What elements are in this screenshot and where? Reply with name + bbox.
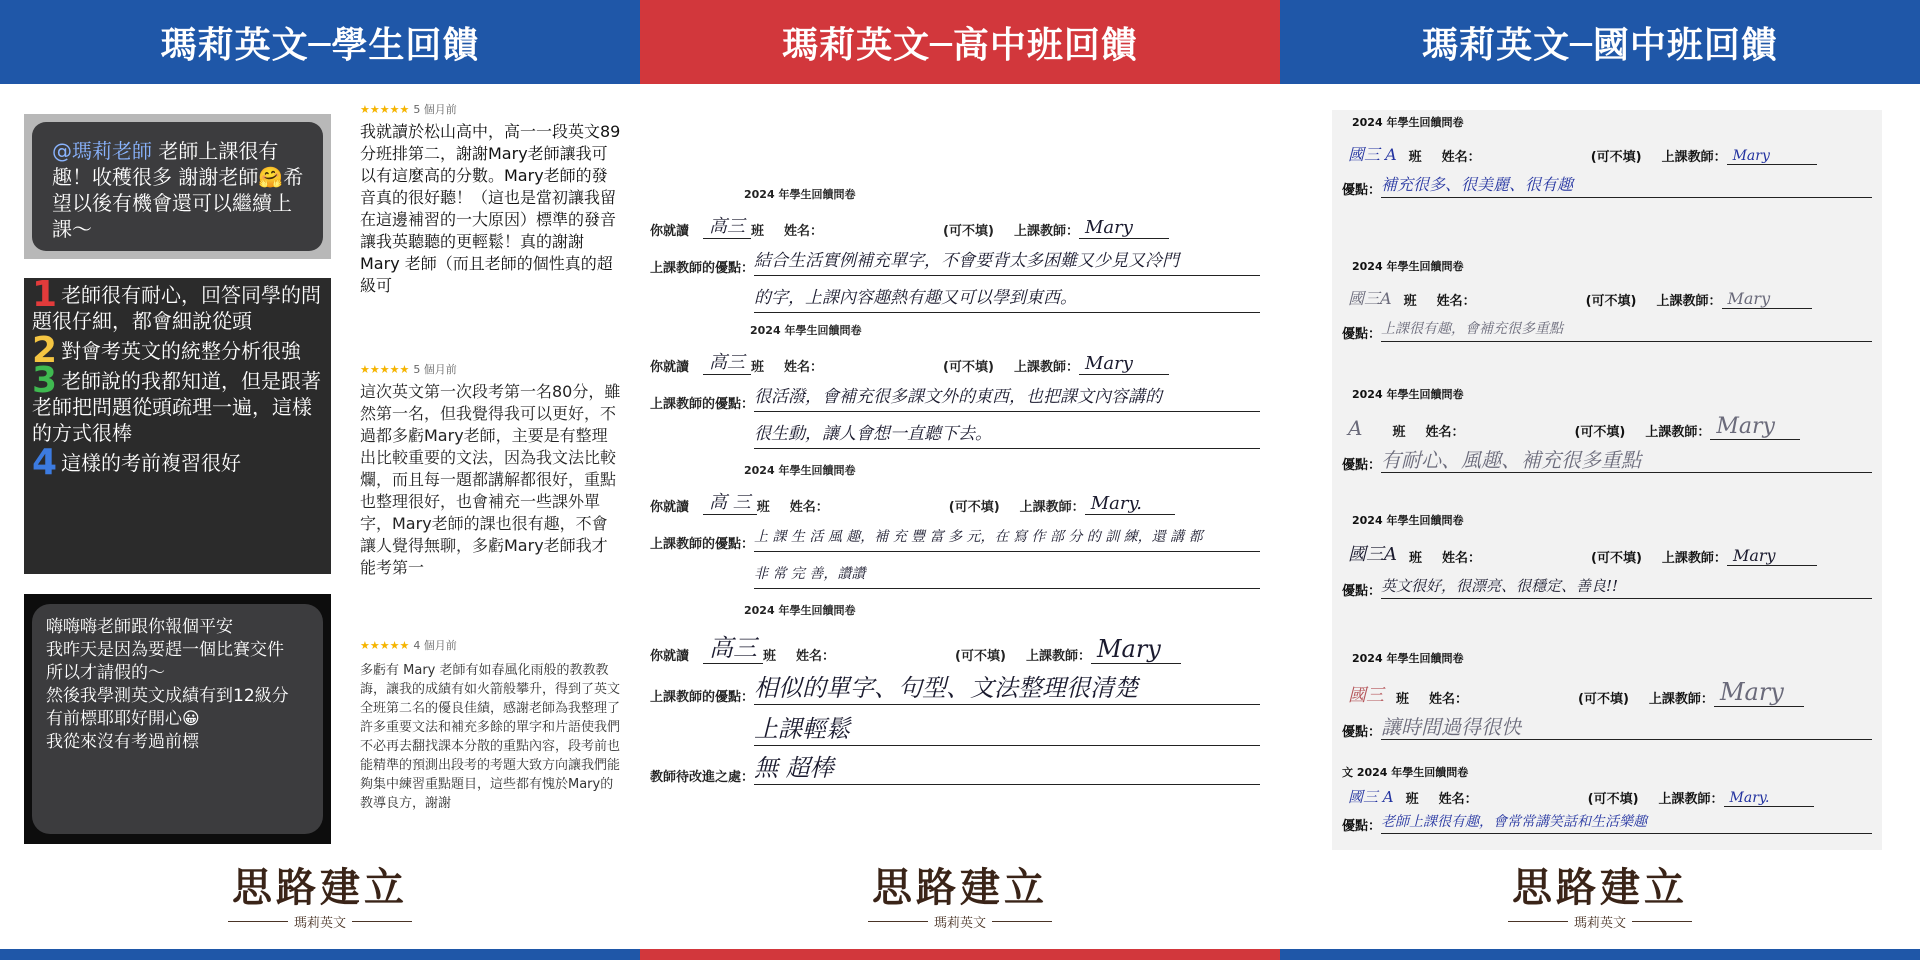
form-title: 文 2024 年學生回饋問卷 (1342, 766, 1469, 779)
panel-student-feedback (0, 0, 640, 960)
panel-high-school-feedback (640, 0, 1280, 960)
handwritten-answer: 結合生活實例補充單字，不會要背太多困難又少見又冷門 (754, 247, 1260, 276)
feedback-form (650, 322, 1260, 449)
handwritten-teacher: Mary (1079, 217, 1169, 239)
handwritten-teacher: Mary (1727, 546, 1817, 566)
form-label: 班 (751, 360, 765, 375)
handwritten-class: 高三 (703, 348, 751, 375)
form-label: 姓名： (1438, 792, 1478, 807)
logo-subtitle: 瑪莉英文 (293, 916, 346, 931)
handwritten-class: 國三 A (1348, 788, 1394, 806)
review-time: 5 個月前 (413, 103, 457, 116)
handwritten-class: 高 三 (703, 488, 757, 515)
form-label: 班 (1392, 425, 1406, 440)
form-label: 姓名： (1442, 551, 1482, 566)
form-label: 上課教師的優點： (650, 261, 755, 276)
brand-logo (1280, 866, 1920, 931)
form-label: 上課教師： (1661, 551, 1727, 566)
form-label: (可不填) (1574, 425, 1626, 440)
form-label: 班 (1408, 150, 1422, 165)
chat-line: 我從來沒有考過前標 (46, 732, 199, 752)
handwritten-answer: 很生動，讓人會想一直聽下去。 (754, 420, 1260, 449)
mention-text: @瑪莉老師 (52, 139, 152, 163)
form-title: 2024 年學生回饋問卷 (750, 324, 862, 337)
form-label: 優點： (1342, 458, 1382, 473)
feedback-form (650, 602, 1260, 793)
handwritten-teacher: Mary (1710, 414, 1800, 440)
handwritten-teacher: Mary (1714, 678, 1804, 707)
form-label: 上課教師： (1648, 692, 1714, 707)
form-label: 姓名： (1429, 692, 1469, 707)
form-label: 你就讀 (650, 649, 690, 664)
form-label: 上課教師： (1013, 360, 1079, 375)
form-title: 2024 年學生回饋問卷 (744, 188, 856, 201)
list-item (32, 330, 323, 371)
form-label: 班 (1409, 551, 1423, 566)
handwritten-answer: 很活潑，會補充很多課文外的東西，也把課文內容講的 (754, 383, 1260, 412)
form-label: 優點： (1342, 327, 1382, 342)
handwritten-class: 國三A (1348, 289, 1392, 308)
list-item-text: 老師說的我都知道，但是跟著老師把問題從頭疏理一遍，這樣的方式很棒 (32, 369, 322, 445)
form-label: 班 (1405, 792, 1419, 807)
chat-text: 老師上課很有趣！收穫很多 謝謝老師🤗希望以後有機會還可以繼續上課～ (52, 139, 304, 241)
handwritten-teacher: Mary (1727, 148, 1817, 165)
number-badge: 4 (32, 442, 58, 483)
form-title: 2024 年學生回饋問卷 (1352, 116, 1464, 129)
handwritten-answer: 無 超棒 (754, 752, 1260, 785)
bottom-stripe (1280, 949, 1920, 960)
form-label: 姓名： (784, 360, 824, 375)
form-label: 上課教師的優點： (650, 537, 755, 552)
panel-title: 瑪莉英文─國中班回饋 (1280, 0, 1920, 84)
form-label: (可不填) (948, 500, 1000, 515)
form-title: 2024 年學生回饋問卷 (1352, 514, 1464, 527)
review-text: 這次英文第一次段考第一名80分，雖然第一名，但我覺得我可以更好，不過都多虧Mary老師，主要是有整理出比較重要的文法，因為我文法比較爛，而且每一題都講解都很好，重點也整理很好，也會補充一些課外單字，Mary老師的課也很有趣，不會讓人覺得無聊，多虧Mary老師我才能考第一 (360, 382, 621, 577)
google-review (360, 98, 622, 297)
google-review (360, 358, 622, 579)
form-label: 優點： (1342, 584, 1382, 599)
bottom-stripe (640, 949, 1280, 960)
logo-title: 思路建立 (872, 864, 1048, 911)
logo-subtitle: 瑪莉英文 (933, 916, 986, 931)
list-item-text: 老師很有耐心，回答同學的問題很仔細，都會細說從頭 (32, 283, 322, 333)
form-label: 優點： (1342, 725, 1382, 740)
number-badge: 2 (32, 330, 58, 371)
form-label: (可不填) (1585, 294, 1637, 309)
handwritten-answer: 上課很有趣，會補充很多重點 (1381, 317, 1872, 342)
number-badge: 1 (32, 274, 58, 315)
handwritten-class: 高三 (703, 212, 751, 239)
logo-title: 思路建立 (232, 864, 408, 911)
handwritten-teacher: Mary. (1085, 493, 1175, 515)
chat-bubble (32, 604, 323, 834)
form-title: 2024 年學生回饋問卷 (1352, 260, 1464, 273)
form-label: 上課教師： (1025, 649, 1091, 664)
chat-bubble (32, 122, 323, 251)
list-item (32, 274, 323, 334)
form-label: 班 (751, 224, 765, 239)
feedback-form (650, 462, 1260, 589)
chat-line: 我昨天是因為要趕一個比賽交件 (46, 640, 284, 660)
form-label: 上課教師： (1645, 425, 1711, 440)
form-label: 優點： (1342, 183, 1382, 198)
feedback-form (1342, 386, 1872, 481)
form-title: 2024 年學生回饋問卷 (744, 464, 856, 477)
list-item (32, 360, 323, 446)
panel-title: 瑪莉英文─學生回饋 (0, 0, 640, 84)
star-rating: ★★★★★ (360, 363, 410, 376)
chat-screenshot-2 (24, 594, 331, 844)
form-label: 班 (1396, 692, 1410, 707)
feedback-form (1342, 650, 1872, 748)
form-label: 上課教師： (1661, 150, 1727, 165)
handwritten-answer: 上課輕鬆 (754, 713, 1260, 746)
review-time: 5 個月前 (413, 363, 457, 376)
brand-logo (0, 866, 640, 931)
form-label: 你就讀 (650, 224, 690, 239)
brand-logo (640, 866, 1280, 931)
form-label: 姓名： (1441, 150, 1481, 165)
form-label: 班 (756, 500, 770, 515)
panel-title: 瑪莉英文─高中班回饋 (640, 0, 1280, 84)
review-time: 4 個月前 (413, 639, 457, 652)
form-label: 班 (763, 649, 777, 664)
feedback-form (1342, 764, 1872, 842)
review-text: 我就讀於松山高中，高一一段英文89分班排第二，謝謝Mary老師讓我可以有這麼高的分數。Mary老師的發音真的很好聽！（這也是當初讓我留在這邊補習的一大原因）標準的發音讓我英聽聽的更輕鬆！真的謝謝Mary 老師（而且老師的個性真的超級可 (360, 122, 621, 295)
handwritten-class: 國三 (1348, 685, 1384, 706)
chat-screenshot-1 (24, 114, 331, 259)
handwritten-answer: 老師上課很有趣，會常常講笑話和生活樂趣 (1381, 811, 1872, 834)
handwritten-class: 國三 A (1348, 145, 1397, 164)
handwritten-class: 高三 (703, 628, 763, 664)
handwritten-teacher: Mary. (1724, 790, 1814, 807)
form-label: 姓名： (796, 649, 836, 664)
handwritten-answer: 補充很多、很美麗、很有趣 (1381, 173, 1872, 198)
form-label: 上課教師的優點： (650, 397, 755, 412)
form-label: 上課教師： (1013, 224, 1079, 239)
handwritten-answer: 上 課 生 活 風 趣，補 充 豐 富 多 元，在 寫 作 部 分 的 訓 練，還 講 都 (754, 523, 1260, 552)
handwritten-class: A (1348, 416, 1363, 440)
form-label: 教師待改進之處： (650, 770, 755, 785)
chat-line: 所以才請假的～ (46, 663, 165, 683)
handwritten-teacher: Mary (1091, 635, 1181, 664)
feedback-form (1342, 258, 1872, 350)
panel-junior-high-feedback (1280, 0, 1920, 960)
chat-line: 然後我學測英文成績有到12級分 (46, 686, 289, 706)
star-rating: ★★★★★ (360, 639, 410, 652)
form-label: (可不填) (1590, 150, 1642, 165)
form-label: 你就讀 (650, 360, 690, 375)
form-label: 優點： (1342, 819, 1382, 834)
review-text: 多虧有 Mary 老師有如春風化雨般的教教教誨，讓我的成績有如火箭般攀升，得到了英文全班第二名的優良佳績，感謝老師為我整理了許多重要文法和補充多餘的單字和片語使我們不必再去翻找課本分散的重點內容，段考前也能精準的預測出段考的考題大致方向讓我們能夠集中練習重點題目，這些都有愧於Mary的教導良方，謝謝 (360, 663, 621, 811)
form-label: (可不填) (1587, 792, 1639, 807)
form-label: (可不填) (955, 649, 1006, 664)
form-label: 姓名： (1436, 294, 1476, 309)
form-title: 2024 年學生回饋問卷 (1352, 652, 1464, 665)
handwritten-class: 國三A (1348, 544, 1397, 565)
form-label: 姓名： (789, 500, 829, 515)
logo-title: 思路建立 (1512, 864, 1688, 911)
feedback-form (650, 186, 1260, 313)
form-label: 上課教師： (1658, 792, 1724, 807)
form-title: 2024 年學生回饋問卷 (744, 604, 856, 617)
handwritten-answer: 英文很好，很漂亮、很穩定、善良!! (1381, 574, 1872, 599)
form-label: (可不填) (943, 224, 994, 239)
feedback-form (1342, 114, 1872, 206)
number-badge: 3 (32, 360, 58, 401)
list-item (32, 442, 323, 483)
handwritten-teacher: Mary (1079, 353, 1169, 375)
handwritten-answer: 的字，上課內容趣熱有趣又可以學到東西。 (754, 284, 1260, 313)
handwritten-answer: 相似的單字、句型、文法整理很清楚 (754, 672, 1260, 705)
form-title: 2024 年學生回饋問卷 (1352, 388, 1464, 401)
logo-subtitle: 瑪莉英文 (1573, 916, 1626, 931)
chat-line: 有前標耶耶好開心😀 (46, 709, 200, 729)
form-label: 上課教師： (1019, 500, 1085, 515)
form-label: (可不填) (1591, 551, 1642, 566)
google-review (360, 634, 622, 813)
handwritten-answer: 有耐心、風趣、補充很多重點 (1381, 448, 1872, 473)
form-label: 姓名： (784, 224, 824, 239)
form-label: 上課教師： (1656, 294, 1722, 309)
form-label: (可不填) (943, 360, 994, 375)
form-label: 姓名： (1425, 425, 1465, 440)
form-label: 上課教師的優點： (650, 690, 755, 705)
scanned-forms-sheet (1332, 110, 1882, 850)
chat-line: 嗨嗨嗨老師跟你報個平安 (46, 617, 233, 637)
list-item-text: 對會考英文的統整分析很強 (61, 339, 302, 363)
handwritten-teacher: Mary (1722, 289, 1812, 309)
handwritten-answer: 非 常 完 善，讚讚 (754, 560, 1260, 589)
form-label: 你就讀 (650, 500, 690, 515)
list-item-text: 這樣的考前複習很好 (61, 451, 242, 475)
form-label: (可不填) (1578, 692, 1629, 707)
numbered-feedback-list (24, 274, 331, 574)
bottom-stripe (0, 949, 640, 960)
form-label: 班 (1403, 294, 1417, 309)
handwritten-answer: 讓時間過得很快 (1381, 715, 1872, 740)
star-rating: ★★★★★ (360, 103, 410, 116)
feedback-form (1342, 512, 1872, 607)
